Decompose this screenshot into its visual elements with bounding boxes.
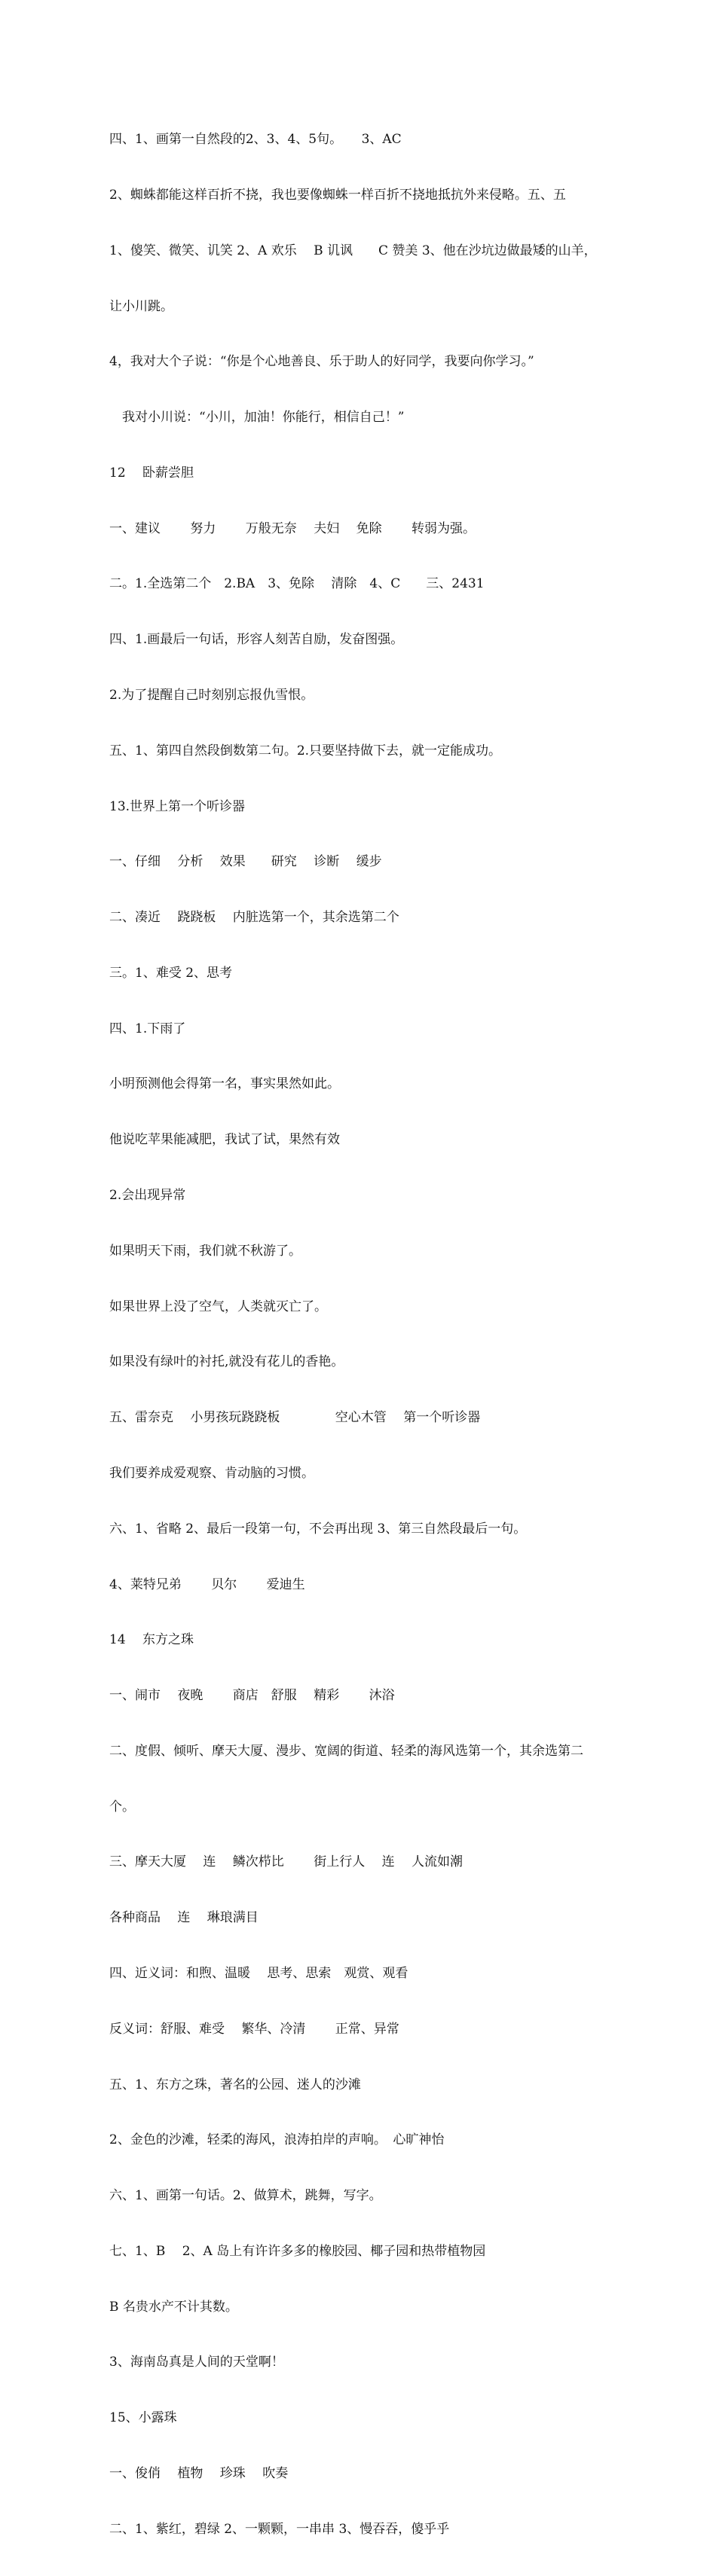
section-heading: 15、小露珠 (109, 2410, 177, 2426)
text-line: 二、1、紫红，碧绿 2、一颗颗，一串串 3、慢吞吞，傻乎乎 (109, 2521, 450, 2537)
text-line: 我对小川说：“小川，加油！你能行，相信自己！” (109, 410, 405, 426)
text-line: 小明预测他会得第一名，事实果然如此。 (109, 1076, 340, 1092)
text-line: 五、1、东方之珠，著名的公园、迷人的沙滩 (109, 2077, 361, 2092)
text-line: 他说吃苹果能减肥，我试了试，果然有效 (109, 1132, 340, 1148)
text-line: 七、1、B 2、A 岛上有许许多多的橡胶园、椰子园和热带植物园 (109, 2243, 486, 2259)
text-line: 二、凑近 跷跷板 内脏选第一个，其余选第二个 (109, 910, 399, 926)
text-line: 让小川跳。 (109, 298, 173, 314)
text-line: 2.为了提醒自己时刻别忘报仇雪恨。 (109, 688, 314, 703)
text-line: 4，我对大个子说：“你是个心地善良、乐于助人的好同学，我要向你学习。” (109, 354, 534, 370)
text-line: 四、1.下雨了 (109, 1021, 186, 1036)
text-line: 个。 (109, 1799, 135, 1814)
text-line: 2、蜘蛛都能这样百折不挠，我也要像蜘蛛一样百折不挠地抵抗外来侵略。五、五 (109, 187, 566, 203)
section-heading: 14 东方之珠 (109, 1632, 194, 1648)
text-line: 一、闹市 夜晚 商店 舒服 精彩 沐浴 (109, 1688, 395, 1704)
answer-text-block (109, 93, 614, 2576)
text-line: 三。1、难受 2、思考 (109, 965, 233, 981)
text-line: 三、摩天大厦 连 鳞次栉比 街上行人 连 人流如潮 (109, 1854, 464, 1870)
section-heading: 13.世界上第一个听诊器 (109, 798, 246, 814)
text-line: 各种商品 连 琳琅满目 (109, 1910, 259, 1926)
text-line: 2、金色的沙滩，轻柔的海风，浪涛拍岸的声响。 心旷神怡 (109, 2132, 445, 2148)
text-line: 我们要养成爱观察、肯动脑的习惯。 (109, 1465, 314, 1481)
text-line: 一、建议 努力 万般无奈 夫妇 免除 转弱为强。 (109, 520, 476, 536)
text-line: 一、仔细 分析 效果 研究 诊断 缓步 (109, 854, 382, 870)
text-line: 二。1.全选第二个 2.BA 3、免除 清除 4、C 三、2431 (109, 576, 485, 592)
text-line: 四、1、画第一自然段的2、3、4、5句。 3、AC (109, 132, 402, 148)
text-line: 一、俊俏 植物 珍珠 吹奏 (109, 2466, 289, 2481)
text-line: 六、1、省略 2、最后一段第一句，不会再出现 3、第三自然段最后一句。 (109, 1521, 527, 1537)
text-line: 四、近义词：和煦、温暖 思考、思索 观赏、观看 (109, 1965, 408, 1981)
text-line: 4、莱特兄弟 贝尔 爱迪生 (109, 1576, 305, 1592)
text-line: 反义词：舒服、难受 繁华、冷清 正常、异常 (109, 2021, 399, 2037)
text-line: 六、1、画第一句话。2、做算术，跳舞，写字。 (109, 2188, 382, 2204)
text-line: 五、1、第四自然段倒数第二句。2.只要坚持做下去，就一定能成功。 (109, 743, 502, 758)
text-line: 如果世界上没了空气，人类就灭亡了。 (109, 1299, 327, 1314)
text-line: 如果没有绿叶的衬托,就没有花儿的香艳。 (109, 1354, 344, 1370)
text-line: 二、度假、倾听、摩天大厦、漫步、宽阔的街道、轻柔的海风选第一个，其余选第二 (109, 1743, 583, 1759)
text-line: 如果明天下雨，我们就不秋游了。 (109, 1243, 301, 1259)
text-line: 五、雷奈克 小男孩玩跷跷板 空心木管 第一个听诊器 (109, 1410, 481, 1426)
text-line: 3、海南岛真是人间的天堂啊！ (109, 2355, 284, 2370)
section-heading: 12 卧薪尝胆 (109, 465, 194, 481)
text-line: 四、1.画最后一句话，形容人刻苦自励，发奋图强。 (109, 632, 404, 648)
text-line: B 名贵水产不计其数。 (109, 2299, 238, 2315)
text-line: 2.会出现异常 (109, 1188, 186, 1204)
text-line: 1、傻笑、微笑、讥笑 2、A 欢乐 B 讥讽 C 赞美 3、他在沙坑边做最矮的山羊， (109, 243, 597, 258)
